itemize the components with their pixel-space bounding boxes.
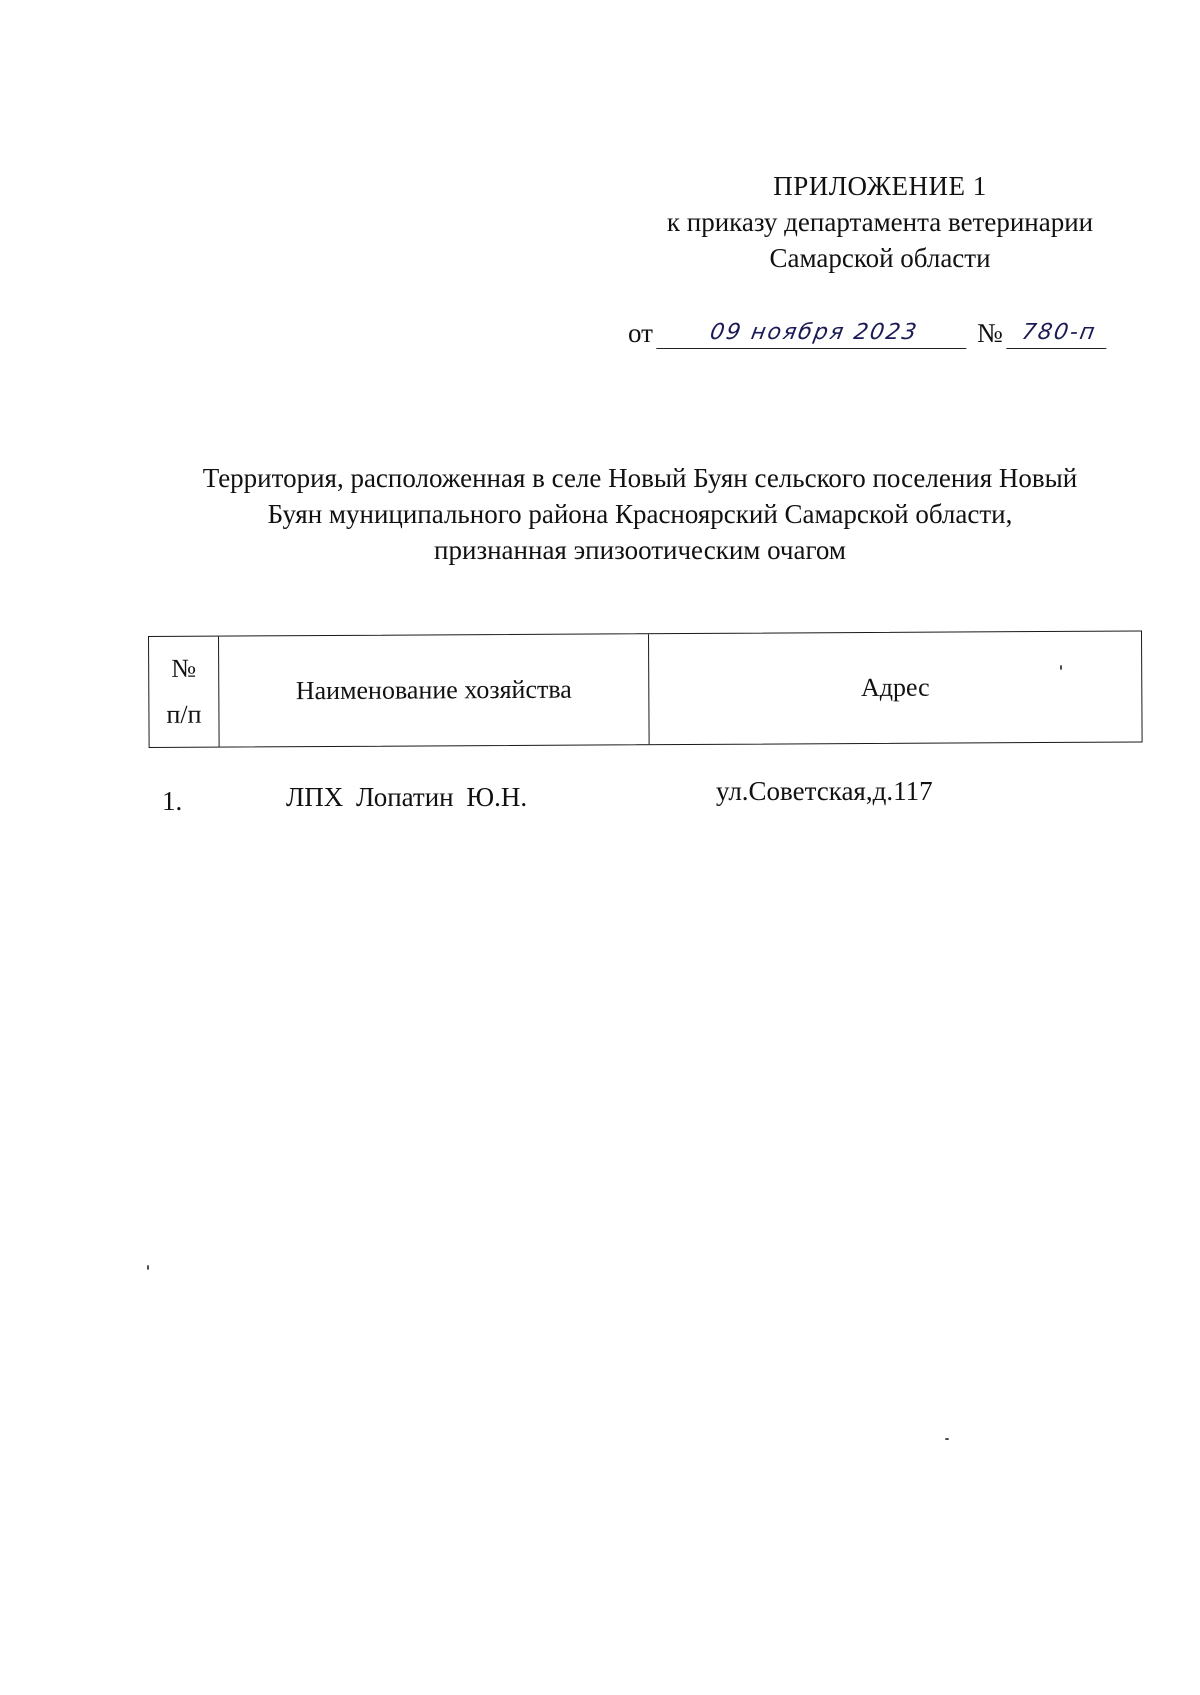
- row-number: 1.: [162, 786, 183, 816]
- order-line: [628, 318, 1109, 349]
- appendix-subtitle-line2: Самарской области: [769, 243, 991, 273]
- row-farm-name: ЛПХ Лопатин Ю.Н.: [286, 782, 528, 812]
- table-row: [160, 776, 1160, 820]
- farms-table-header: [148, 630, 1143, 748]
- row-address: ул.Советская,д.117: [716, 776, 933, 806]
- header-number-symbol: №: [171, 653, 197, 683]
- header-number-abbrev: п/п: [166, 699, 202, 729]
- heading-line1: Территория, расположенная в селе Новый Буян сельского поселения Новый: [202, 463, 1078, 493]
- appendix-subtitle-line1: к приказу департамента ветеринарии: [666, 207, 1094, 237]
- heading-line2: Буян муниципального района Красноярский Самарской области,: [267, 499, 1013, 529]
- document-heading: [150, 460, 1130, 568]
- appendix-block: [620, 168, 1140, 276]
- order-number-label: №: [976, 318, 1003, 348]
- scan-speck: [147, 1265, 149, 1270]
- order-date-handwritten: 09 ноября 2023: [656, 318, 971, 349]
- scan-speck: [1060, 665, 1062, 670]
- scan-speck: [945, 1438, 949, 1440]
- header-address: Адрес: [860, 672, 930, 703]
- appendix-title: ПРИЛОЖЕНИЕ 1: [773, 171, 987, 201]
- order-number-handwritten: 780-п: [1006, 318, 1111, 349]
- header-number: [149, 637, 220, 747]
- order-from-label: от: [628, 318, 653, 348]
- heading-line3: признанная эпизоотическим очагом: [434, 535, 846, 565]
- header-farm-name: Наименование хозяйства: [219, 634, 650, 746]
